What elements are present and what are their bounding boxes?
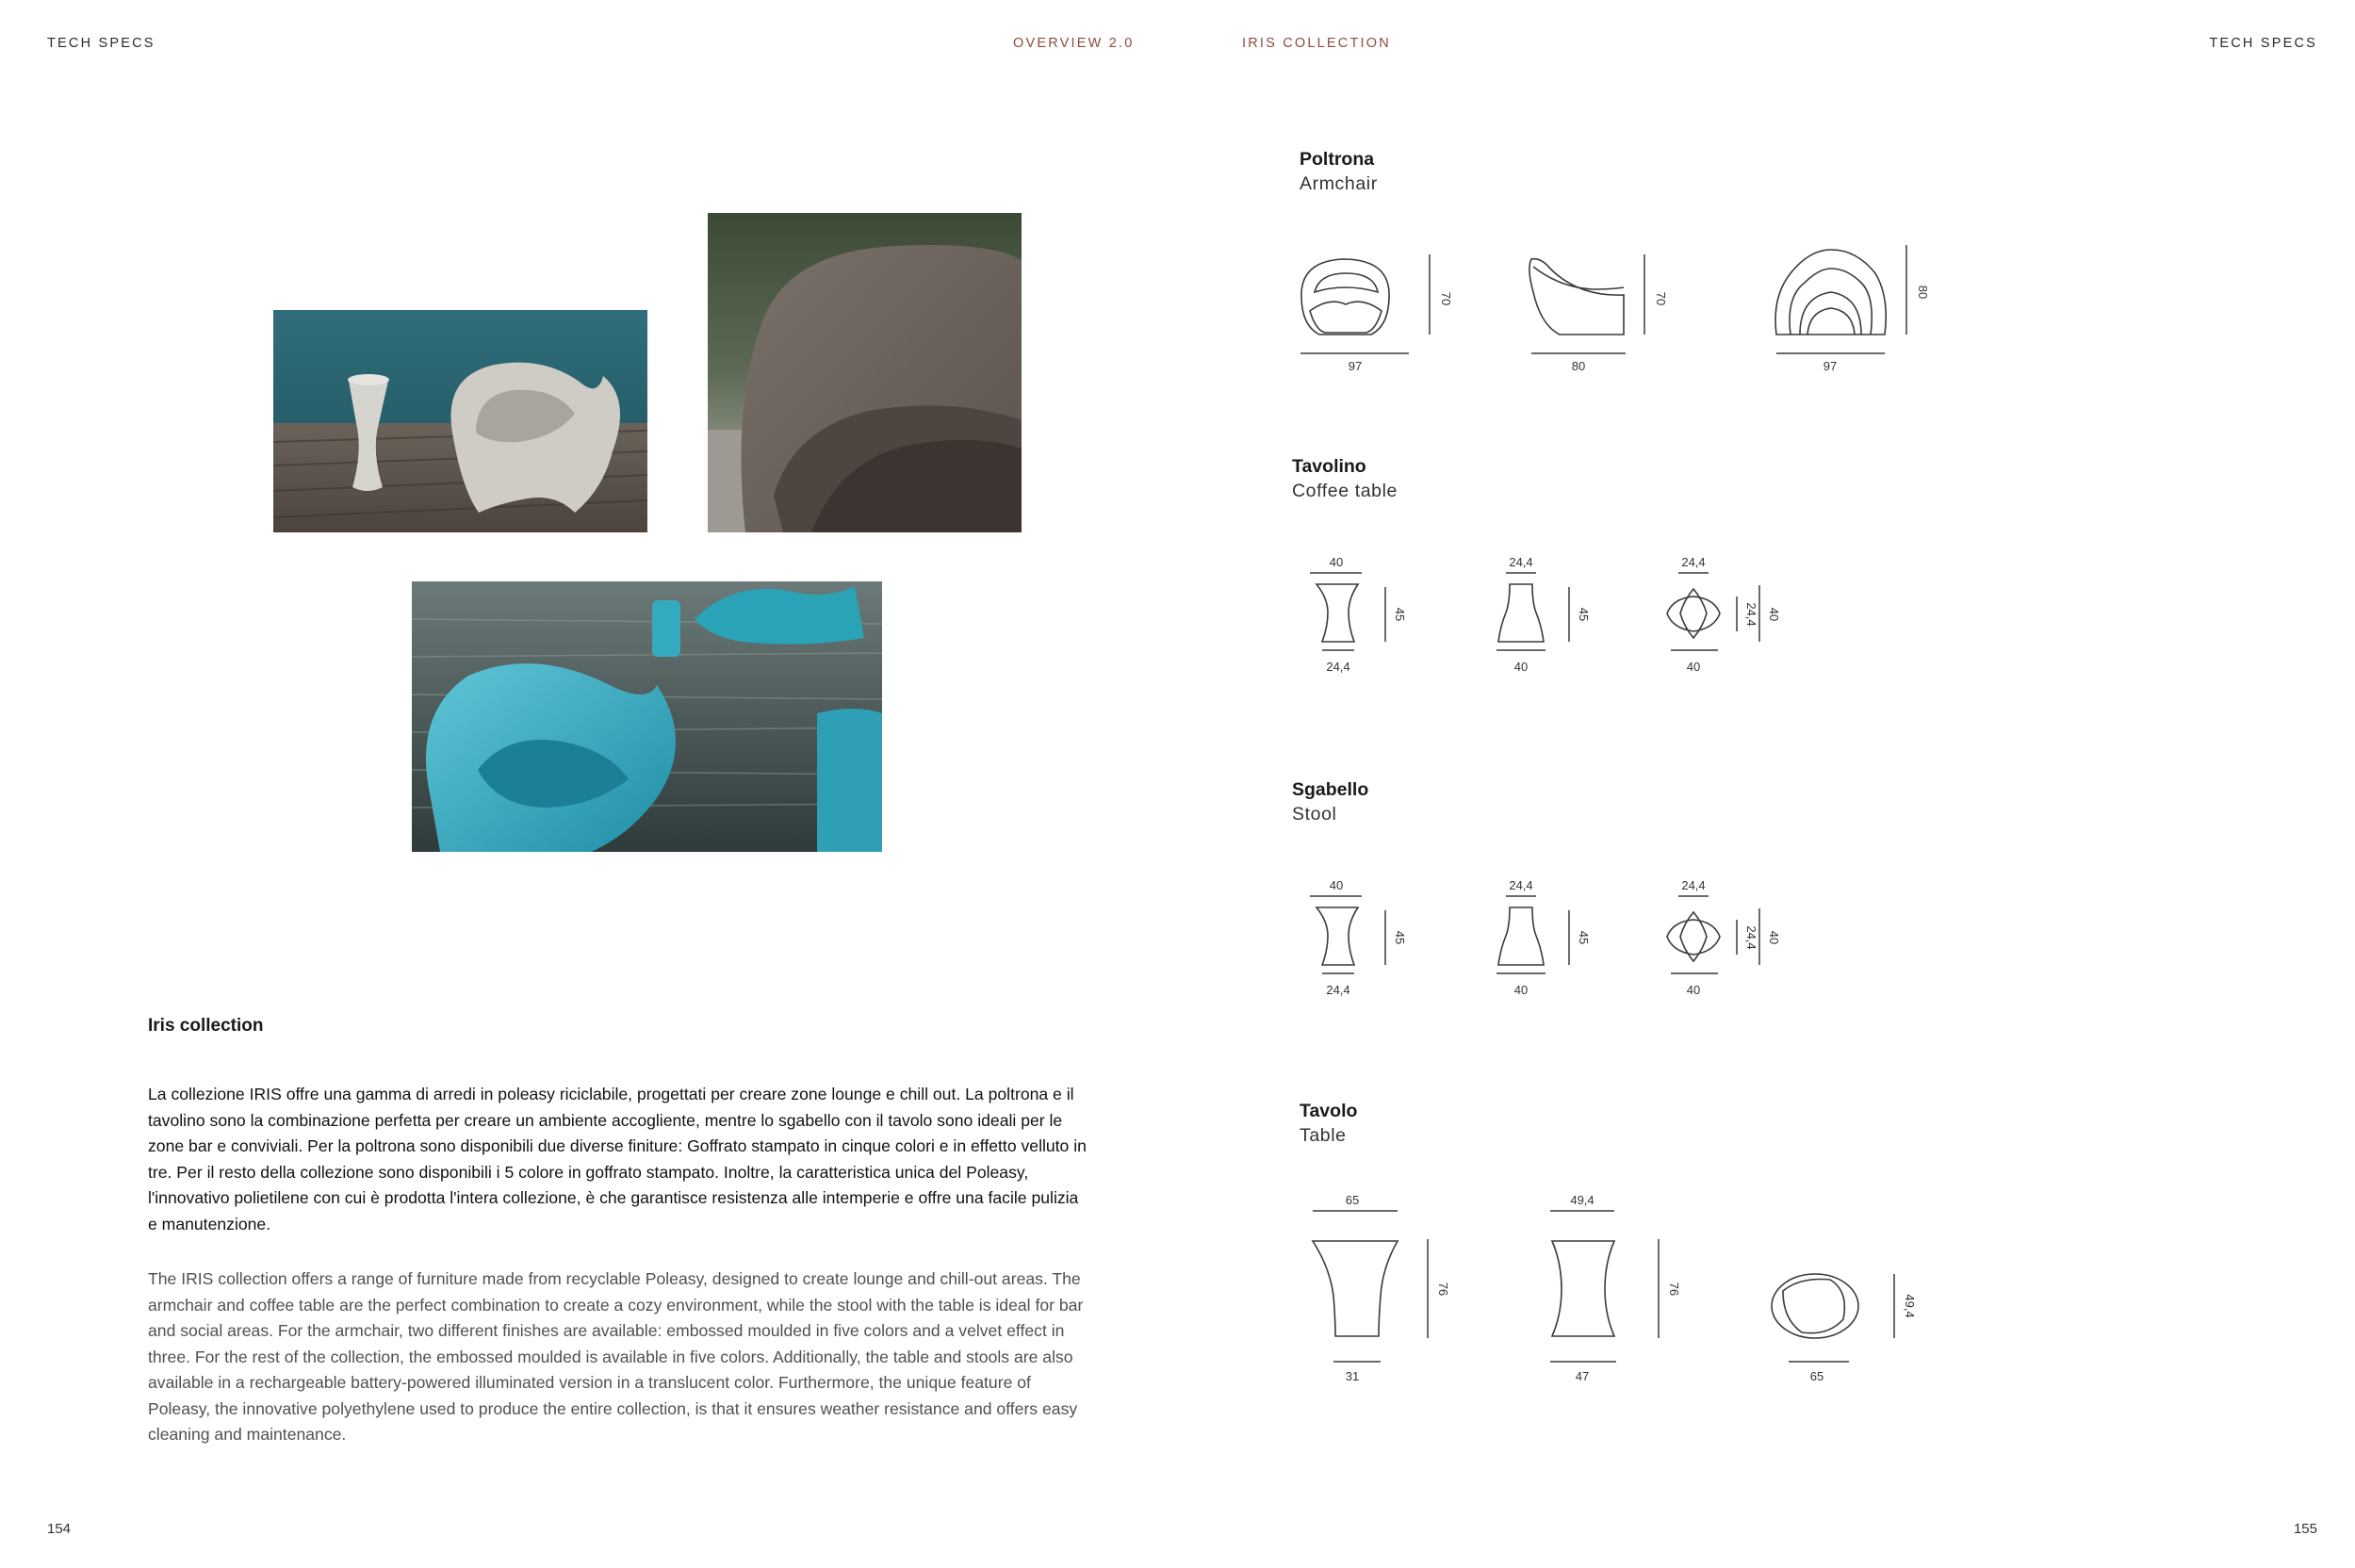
armchair-side-icon [1522, 240, 1668, 382]
stool-top-icon [1663, 874, 1795, 1006]
product-name-coffee-table: Tavolino [1292, 456, 1366, 477]
product-name-table: Tavolo [1300, 1101, 1358, 1121]
photo-white-armchair-poolside [273, 310, 647, 532]
armchair-top-height: 80 [1916, 285, 1930, 300]
collection-title: Iris collection [148, 1016, 264, 1036]
stool-front-icon [1305, 874, 1418, 1006]
coffee-table-front-icon [1305, 551, 1418, 683]
page-number-left: 154 [47, 1521, 72, 1537]
coffee-table-top-height: 40 [1767, 607, 1781, 622]
header-collection: IRIS COLLECTION [1242, 36, 1391, 51]
coffee-table-front-height: 45 [1393, 607, 1407, 622]
armchair-front-width: 97 [1348, 359, 1363, 373]
collection-text-english: The IRIS collection offers a range of furniture made from recyclable Poleasy, designed to create lounge and chill-out areas. The armchair and coffee table are the perfect combination to create a cozy environment, while the stool with the table is ideal for bar and social areas. For the armchair, two different finishes are available: embossed moulded in five colors and a velvet effect in three. For the rest of the collection, the embossed moulded is available in five colors. Additionally, the table and stools are also available in a rechargeable battery-powered illuminated version in a translucent color. Furthermore, the unique feature of Poleasy, the innovative polyethylene used to produce the entire collection, is that it ensures weather resistance and offers easy cleaning and maintenance. [148, 1269, 1084, 1444]
header-left: TECH SPECS [47, 36, 155, 51]
photo-armchair-closeup [708, 213, 1022, 532]
product-sub-coffee-table: Coffee table [1292, 481, 1398, 501]
stool-top-inner-height: 24,4 [1744, 925, 1758, 950]
coffee-table-front-bottom: 24,4 [1326, 660, 1350, 674]
coffee-table-top-icon [1663, 551, 1795, 683]
stool-front-top: 40 [1329, 878, 1344, 892]
coffee-table-top-inner-height: 24,4 [1744, 602, 1758, 627]
stool-side-icon [1489, 874, 1602, 1006]
product-sub-armchair: Armchair [1300, 173, 1378, 194]
armchair-top-width: 97 [1823, 359, 1838, 373]
table-side-height: 76 [1667, 1282, 1681, 1297]
header-right: TECH SPECS [2209, 36, 2317, 51]
coffee-table-front-top: 40 [1329, 555, 1344, 569]
stool-side-top: 24,4 [1509, 878, 1533, 892]
table-side-top: 49,4 [1570, 1193, 1595, 1207]
table-top-icon [1762, 1187, 1922, 1395]
stool-top-top: 24,4 [1681, 878, 1706, 892]
stool-side-height: 45 [1577, 930, 1591, 945]
coffee-table-top-top: 24,4 [1681, 555, 1706, 569]
coffee-table-side-top: 24,4 [1509, 555, 1533, 569]
stool-side-bottom: 40 [1513, 983, 1529, 997]
armchair-front-icon [1291, 240, 1453, 382]
page-number-right: 155 [2293, 1521, 2317, 1537]
table-front-height: 76 [1436, 1282, 1450, 1297]
product-sub-stool: Stool [1292, 804, 1337, 825]
product-name-stool: Sgabello [1292, 779, 1369, 800]
product-sub-table: Table [1300, 1125, 1347, 1146]
coffee-table-side-icon [1489, 551, 1602, 683]
armchair-front-height: 70 [1439, 291, 1453, 306]
table-front-bottom: 31 [1345, 1369, 1360, 1383]
armchair-top-icon [1772, 240, 1930, 382]
stool-front-height: 45 [1393, 930, 1407, 945]
stool-top-height: 40 [1767, 930, 1781, 945]
table-top-height: 49,4 [1903, 1294, 1917, 1318]
stool-top-bottom: 40 [1686, 983, 1701, 997]
photo-blue-armchairs-in-water [412, 581, 882, 852]
armchair-side-width: 80 [1571, 359, 1586, 373]
coffee-table-top-bottom: 40 [1686, 660, 1701, 674]
table-front-icon [1305, 1187, 1450, 1395]
product-name-armchair: Poltrona [1300, 149, 1375, 170]
header-overview: OVERVIEW 2.0 [1013, 36, 1135, 51]
coffee-table-side-bottom: 40 [1513, 660, 1529, 674]
table-top-bottom: 65 [1809, 1369, 1824, 1383]
collection-text-italian: La collezione IRIS offre una gamma di arredi in poleasy riciclabile, progettati per creare zone lounge e chill out. La poltrona e il tavolino sono la combinazione perfetta per creare un ambiente accogliente, mentre lo sgabello con il tavolo sono ideali per le zone bar e conviviali. Per la poltrona sono disponibili due diverse finiture: Goffrato stampato in cinque colori e in effetto velluto in tre. Per il resto della collezione sono disponibili i 5 colore in goffrato stampato. Inoltre, la caratteristica unica del Poleasy, l'innovativo polietilene con cui è prodotta l'intera collezione, è che garantisce resistenza alle intemperie e offre una facile pulizia e manutenzione. [148, 1085, 1087, 1233]
armchair-side-height: 70 [1654, 291, 1668, 306]
table-side-bottom: 47 [1575, 1369, 1590, 1383]
table-side-icon [1541, 1187, 1682, 1395]
table-front-top: 65 [1345, 1193, 1360, 1207]
stool-front-bottom: 24,4 [1326, 983, 1350, 997]
coffee-table-side-height: 45 [1577, 607, 1591, 622]
